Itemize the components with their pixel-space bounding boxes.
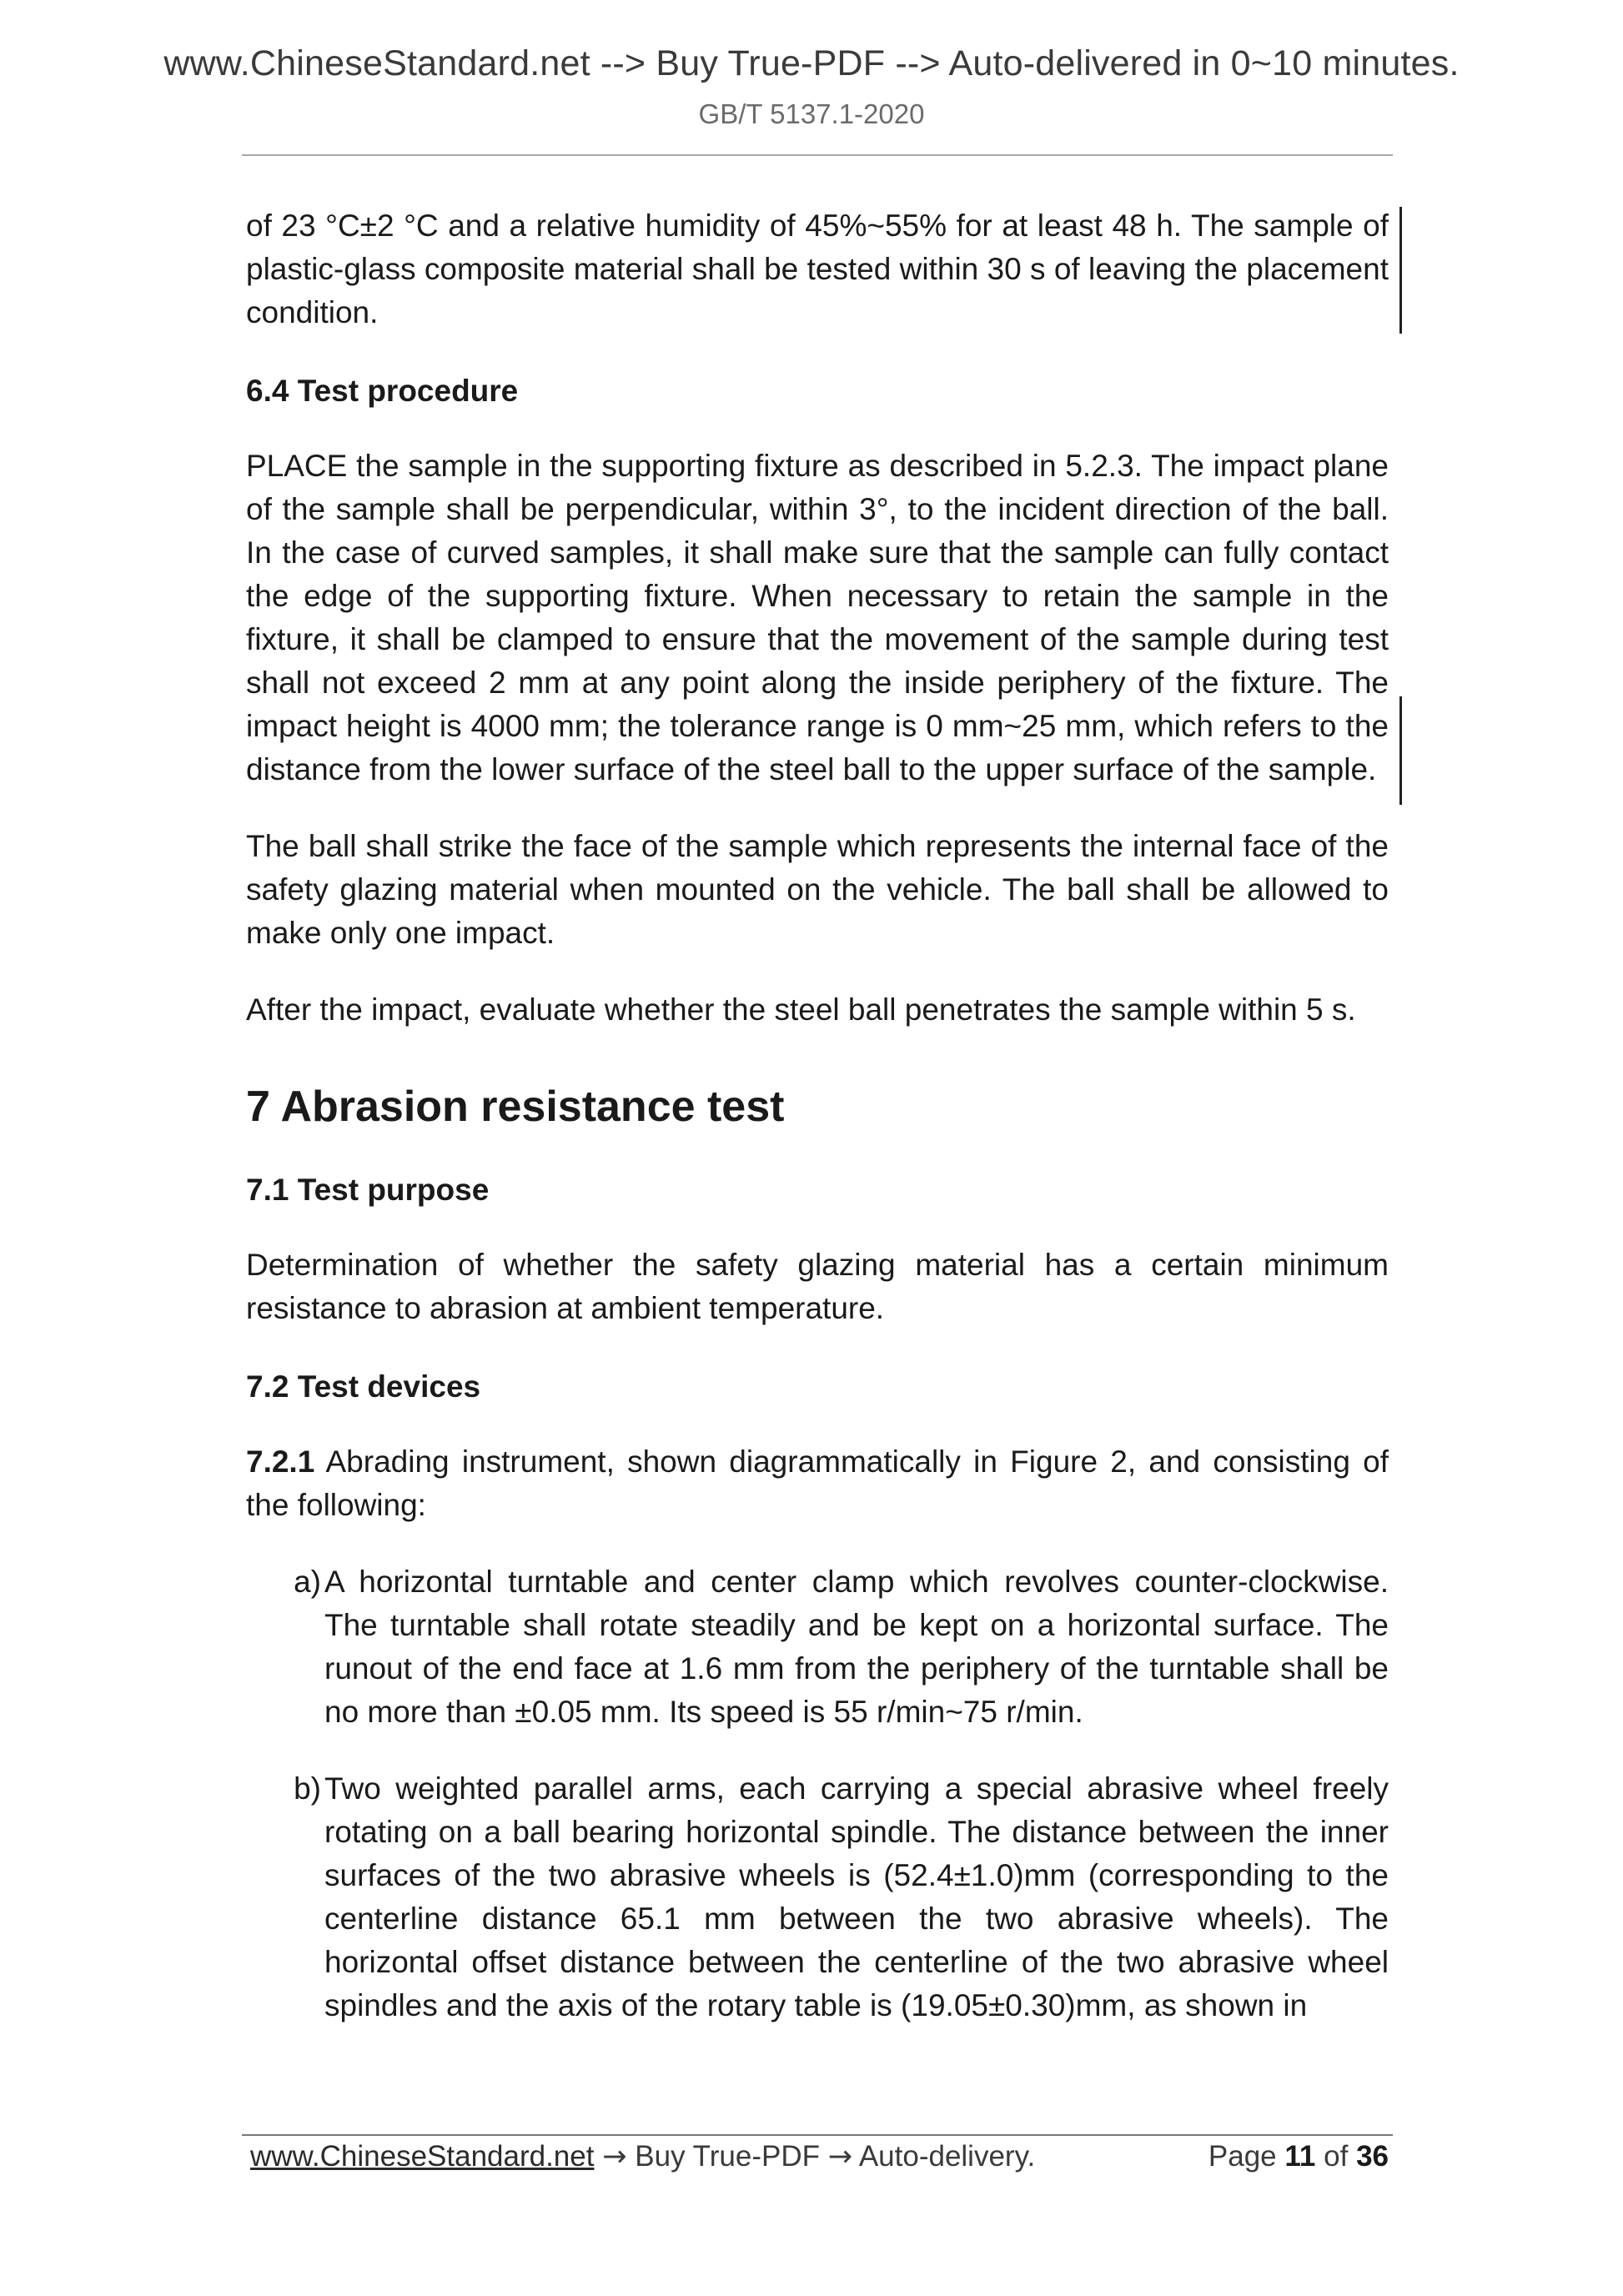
paragraph-purpose: Determination of whether the safety glazing material has a certain minimum resistance to abrasion at ambient temperature. (246, 1248, 1389, 1325)
list-item-text: A horizontal turntable and center clamp which revolves counter-clockwise. The turntable shall rotate steadily and be kept on a horizontal surface. The runout of the end face at 1.6 mm from the periphery of the turntable shall be no more than ±0.05 mm. Its speed is 55 r/min~75 r/min. (324, 1565, 1389, 1729)
document-id: GB/T 5137.1-2020 (698, 98, 925, 129)
list-item-text: Two weighted parallel arms, each carrying a special abrasive wheel freely rotating on a ball bearing horizontal spindle. The distance between the inner surfaces of the two abrasive wheels is (52.4±1.0)mm (corresponding to the centerline distance 65.1 mm between the two abrasive wheels). The horizontal offset distance between the centerline of the two abrasive wheel spindles and the axis of the rotary table is (19.05±0.30)mm, as shown in (324, 1771, 1389, 2022)
change-bar-2 (1399, 696, 1402, 805)
paragraph-place: PLACE the sample in the supporting fixture as described in 5.2.3. The impact plane of the sample shall be perpendicular, within 3°, to the incident direction of the ball. In the case of curved samples, it shall make sure that the sample can fully contact the edge of the supporting fixture. When necessary to retain the sample in the fixture, it shall be clamped to ensure that the movement of the sample during test shall not exceed 2 mm at any point along the inside periphery of the fixture. The impact height is 4000 mm; the tolerance range is 0 mm~25 mm, which refers to the distance from the lower surface of the steel ball to the upper surface of the sample. (246, 449, 1389, 786)
page-word: Page (1208, 2140, 1277, 2173)
footer-delivery-text: Auto-delivery. (852, 2140, 1036, 2173)
chapter-heading-7: 7 Abrasion resistance test (246, 1083, 785, 1131)
list-item-label: a) (294, 1565, 321, 1599)
list-item-label: b) (294, 1771, 321, 1806)
list-item (246, 1767, 1389, 2027)
page-indicator (1208, 2140, 1389, 2173)
footer-site-link[interactable]: www.ChineseStandard.net (250, 2140, 595, 2173)
arrow-right-icon: → (827, 2140, 853, 2173)
header-banner[interactable]: www.ChineseStandard.net --> Buy True-PDF --> Auto-delivered in 0~10 minutes. (163, 43, 1460, 83)
page-footer (250, 2140, 1389, 2173)
footer-buy-text: Buy True-PDF (626, 2140, 828, 2173)
current-page-number: 11 (1284, 2140, 1316, 2173)
clause-7-2-1 (246, 1440, 1389, 1527)
clause-number: 7.2.1 (246, 1444, 315, 1479)
section-heading-7-1: 7.1 Test purpose (246, 1173, 490, 1207)
paragraph-after-impact: After the impact, evaluate whether the steel ball penetrates the sample within 5 s. (246, 992, 1356, 1027)
total-page-count: 36 (1356, 2140, 1389, 2173)
arrow-right-icon: → (602, 2140, 627, 2173)
of-word: of (1324, 2140, 1349, 2173)
clause-text: Abrading instrument, shown diagrammatically in Figure 2, and consisting of the following: (246, 1444, 1389, 1522)
section-heading-6-4: 6.4 Test procedure (246, 374, 519, 408)
document-body (246, 204, 1389, 2027)
list-item (246, 1560, 1389, 1734)
change-bar-1 (1399, 207, 1402, 334)
paragraph-intro: of 23 °C±2 °C and a relative humidity of 45%~55% for at least 48 h. The sample of plastic-glass composite material shall be tested within 30 s of leaving the placement condition. (246, 208, 1389, 329)
paragraph-strike: The ball shall strike the face of the sample which represents the internal face of the safety glazing material when mounted on the vehicle. The ball shall be allowed to make only one impact. (246, 829, 1389, 950)
header-divider (242, 154, 1393, 156)
section-heading-7-2: 7.2 Test devices (246, 1369, 481, 1404)
footer-divider (242, 2134, 1393, 2136)
